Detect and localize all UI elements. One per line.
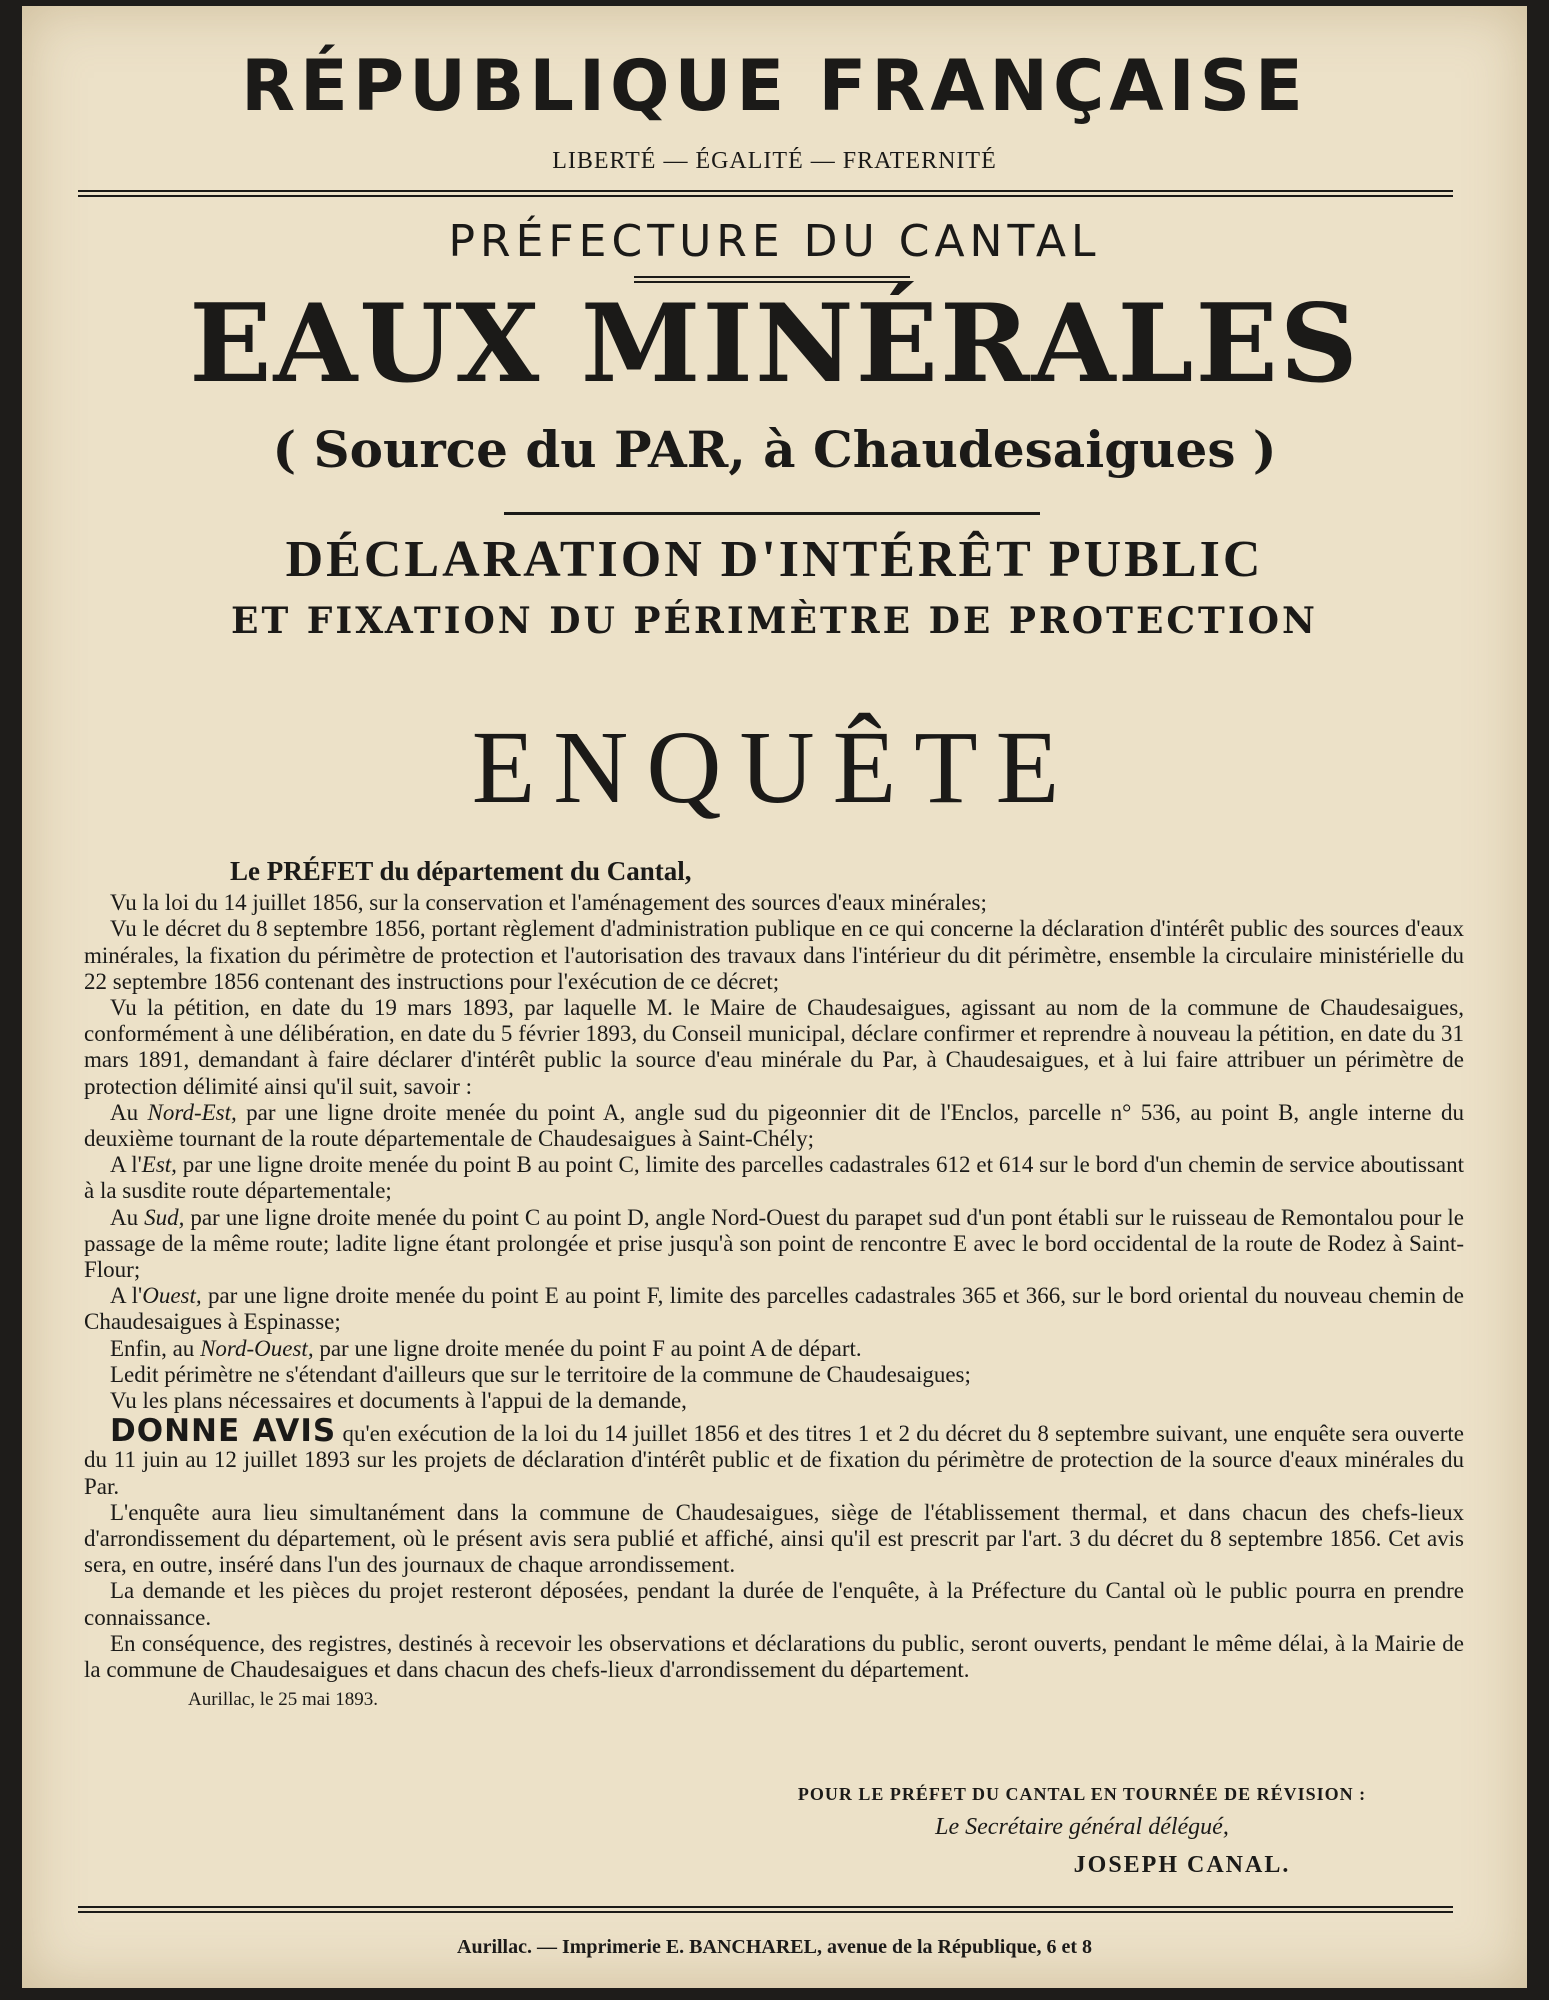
prefecture-heading: PRÉFECTURE DU CANTAL [448,216,1101,267]
declaration-heading: DÉCLARATION D'INTÉRÊT PUBLIC [285,531,1264,588]
main-title: EAUX MINÉRALES [189,281,1360,407]
republique-heading: RÉPUBLIQUE FRANÇAISE [241,45,1308,127]
footer-divider [78,1906,1453,1913]
body-text [84,858,1464,1714]
paragraph: Ledit périmètre ne s'étendant d'ailleurs que sur le territoire de la commune de Chaudesaigues; [110,1361,971,1387]
paragraph: En conséquence, des registres, destinés à recevoir les observations et déclarations du public, seront ouverts, pendant le même délai, à la Mairie de la commune de Chaudesaigues et dans chacun des chefs-lieux d'arrondissement du département. [84,1630,1464,1683]
enquete-heading: ENQUÊTE [471,710,1078,825]
paragraph [84,1205,1464,1284]
paragraph: Vu les plans nécessaires et documents à l'appui de la demande, [110,1388,687,1414]
motto: LIBERTÉ — ÉGALITÉ — FRATERNITÉ [552,148,997,174]
header-divider [78,190,1453,197]
poster [22,6,1527,1988]
paragraph [84,1336,1464,1362]
subtitle: ( Source du PAR, à Chaudesaigues ) [272,420,1277,479]
subtitle-divider [504,512,1040,515]
date-line: Aurillac, le 25 mai 1893. [188,1689,378,1711]
direction: Ouest, [142,1283,202,1309]
paragraph [84,1100,1464,1152]
paragraph: Vu le décret du 8 septembre 1856, portant règlement d'administration publique en ce qui concerne la déclaration d'intérêt public des sources d'eaux minérales, la fixation du périmètre de protection et l'autorisation des travaux dans l'intérieur du dit périmètre, ensemble la circulaire ministérielle du 22 septembre 1856 contenant des instructions pour l'exécution de ce décret; [84,916,1464,994]
text: par une ligne droite menée du point E au point F, limite des parcelles cadastrales 365 et 366, sur le bord oriental du nouveau chemin de Chaudesaigues à Espinasse; [84,1283,1464,1335]
prefet-line: Le PRÉFET du département du Cantal, [230,856,692,886]
paragraph: Vu la loi du 14 juillet 1856, sur la conservation et l'aménagement des sources d'eaux minérales; [110,890,987,916]
text: Au [110,1204,145,1230]
text: par une ligne droite menée du point B au point C, limite des parcelles cadastrales 612 et 614 sur le bord d'un chemin de service aboutissant à la susdite route départementale; [84,1152,1464,1204]
paragraph: La demande et les pièces du projet resteront déposées, pendant la durée de l'enquête, à la Préfecture du Cantal où le public pourra en prendre connaissance. [84,1578,1464,1630]
text: par une ligne droite menée du point F au point A de départ. [313,1335,862,1361]
paragraph: Vu la pétition, en date du 19 mars 1893, par laquelle M. le Maire de Chaudesaigues, agissant au nom de la commune de Chaudesaigues, conformément à une délibération, en date du 5 février 1893, du Conseil municipal, déclare confirmer et reprendre à nouveau la pétition, en date du 31 mars 1891, demandant à faire déclarer d'intérêt public la source d'eau minérale du Par, à Chaudesaigues, et à lui faire attribuer un périmètre de protection délimité ainsi qu'il suit, savoir : [84,995,1464,1099]
direction: Nord-Ouest, [200,1335,314,1361]
fixation-heading: ET FIXATION DU PÉRIMÈTRE DE PROTECTION [231,600,1318,642]
signature-title: Le Secrétaire général délégué, [935,1814,1229,1840]
paragraph [84,1152,1464,1204]
text: A l' [110,1152,142,1178]
text: qu'en exécution de la loi du 14 juillet 1856 et des titres 1 et 2 du décret du 8 septembre suivant, une enquête sera ouverte du 11 juin au 12 juillet 1893 sur les projets de déclaration d'intérêt public et de fixation du périmètre de protection de la source d'eaux minérales du Par. [84,1421,1464,1499]
text: par une ligne droite menée du point C au point D, angle Nord-Ouest du parapet sud d'un pont établi sur le ruisseau de Remontalou pour le passage de la même route; ladite ligne étant prolongée et prise jusqu'à son point de rencontre E avec le bord occidental de la route de Rodez à Saint-Flour; [84,1204,1464,1283]
printer-footer: Aurillac. — Imprimerie E. BANCHAREL, avenue de la République, 6 et 8 [457,1936,1092,1958]
signature-name: JOSEPH CANAL. [1073,1852,1291,1878]
direction: Nord-Est, [147,1099,237,1125]
paragraph [84,1283,1464,1335]
signature-authority: POUR LE PRÉFET DU CANTAL EN TOURNÉE DE RÉVISION : [797,1784,1367,1804]
direction: Est, [141,1152,177,1178]
direction: Sud, [144,1204,185,1230]
text: Enfin, au [110,1335,201,1361]
text: A l' [110,1283,143,1309]
donne-avis: DONNE AVIS [110,1413,337,1450]
text: Au [110,1099,148,1125]
text: par une ligne droite menée du point A, angle sud du pigeonnier dit de l'Enclos, parcelle n° 536, au point B, angle interne du deuxième tournant de la route départementale de Chaudesaigues à Saint-Chély; [84,1099,1464,1152]
paragraph: L'enquête aura lieu simultanément dans la commune de Chaudesaigues, siège de l'établissement thermal, et dans chacun des chefs-lieux d'arrondissement du département, où le présent avis sera publié et affiché, ainsi qu'il est prescrit par l'art. 3 du décret du 8 septembre 1856. Cet avis sera, en outre, inséré dans l'un des journaux de chaque arrondissement. [84,1499,1464,1578]
paragraph [84,1413,1464,1500]
